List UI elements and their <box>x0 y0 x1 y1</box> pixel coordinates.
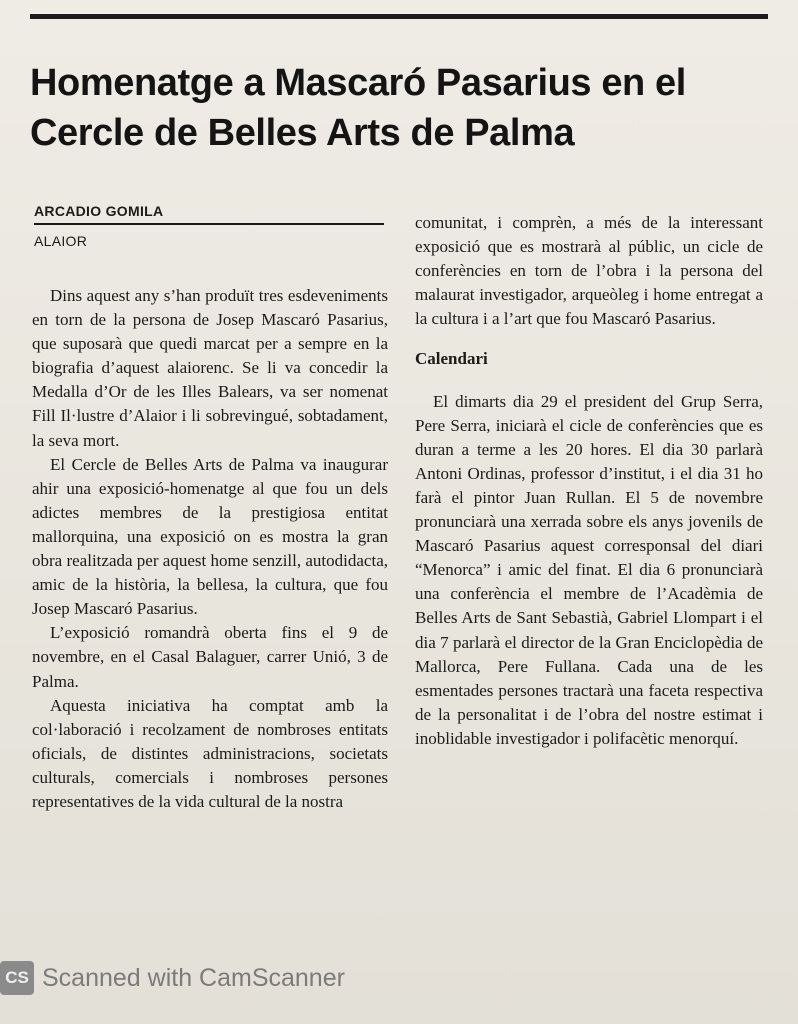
byline-divider <box>34 223 384 225</box>
section-subheading: Calendari <box>415 349 488 369</box>
dateline-location: ALAIOR <box>34 233 88 249</box>
paragraph-3: L’exposició romandrà oberta fins el 9 de novembre, en el Casal Balaguer, carrer Unió, 3 de Palma. <box>32 623 388 691</box>
watermark-text: Scanned with CamScanner <box>42 963 345 992</box>
calendar-paragraph: El dimarts dia 29 el president del Grup Serra, Pere Serra, iniciarà el cicle de conferències que es duran a terme a les 20 hores. El dia 30 parlarà Antoni Ordinas, professor d’institut, i el dia 31 ho farà el pintor Juan Rullan. El 5 de novembre pronunciarà una xerrada sobre els anys jovenils de Mascaró Pasarius aquest corresponsal del diari “Menorca” i amic del finat. El dia 6 pronunciarà una conferència el membre de l’Acadèmia de Belles Arts de Sant Sebastià, Gabriel Llompart i el dia 7 parlarà el director de la Gran Enciclopèdia de Mallorca, Pere Fullana. Cada una de les esmentades persones tractarà una faceta respectiva de la personalitat i de l’obra del nostre estimat i inoblidable investigador i polifacètic menorquí. <box>415 391 763 748</box>
headline: Homenatge a Mascaró Pasarius en el Cercle de Belles Arts de Palma <box>30 62 686 154</box>
scanner-watermark <box>0 958 798 998</box>
paragraph-continuation: comunitat, i comprèn, a més de la interessant exposició que es mostrarà al públic, un cicle de conferències en torn de l’obra i la persona del malaurat investigador, arqueòleg i home entregat a la cultura i a l’art que fou Mascaró Pasarius. <box>415 213 763 329</box>
paragraph-1: Dins aquest any s’han produït tres esdeveniments en torn de la persona de Josep Mascaró Pasarius, que suposarà que quedi marcat per a sempre en la biografia d’aquest alaiorenc. Se li va concedir la Medalla d’Or de les Illes Balears, va ser nomenat Fill Il·lustre d’Alaior i li sobrevingué, sobtadament, la seva mort. <box>32 286 388 450</box>
left-column <box>32 284 388 814</box>
camscanner-logo-icon: CS <box>0 961 34 995</box>
top-rule <box>30 14 768 19</box>
paragraph-2: El Cercle de Belles Arts de Palma va inaugurar ahir una exposició-homenatge al que fou un dels adictes membres de la prestigiosa entitat mallorquina, una exposició on es mostra la gran obra realitzada per aquest home senzill, autodidacta, amic de la història, la bellesa, la cultura, que fou Josep Mascaró Pasarius. <box>32 454 388 619</box>
paragraph-4: Aquesta iniciativa ha comptat amb la col·laboració i recolzament de nombroses entitats oficials, de distintes administracions, societats culturals, comercials i nombroses persones representatives de la vida cultural de la nostra <box>32 695 388 811</box>
right-column <box>415 211 763 751</box>
author-byline: ARCADIO GOMILA <box>34 203 164 219</box>
